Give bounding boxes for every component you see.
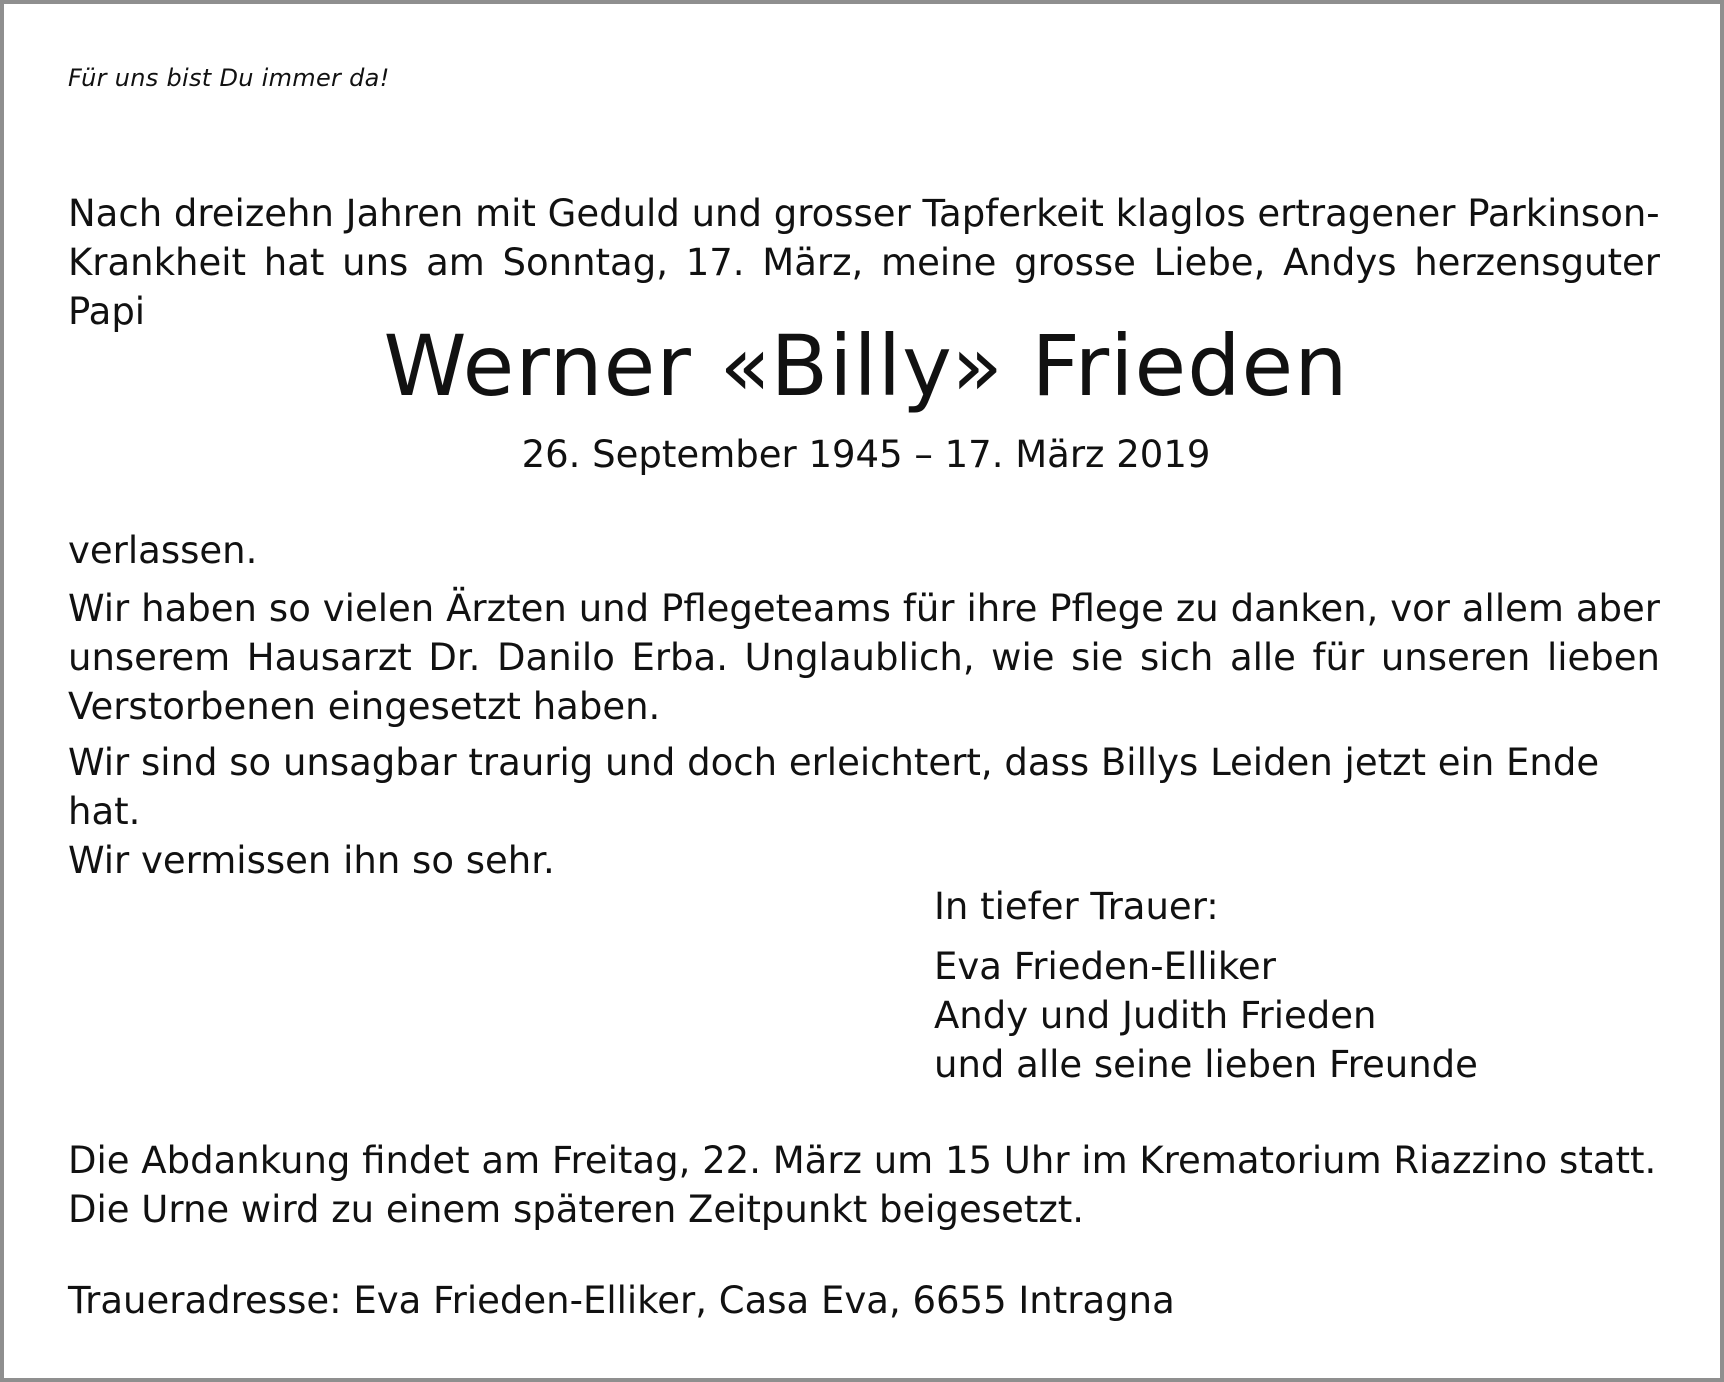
deceased-name: Werner «Billy» Frieden (383, 317, 1349, 415)
mourners-list (934, 942, 1478, 1089)
sorrow-line: Wir sind so unsagbar traurig und doch erleichtert, dass Billys Leiden jetzt ein Ende hat. (68, 741, 1600, 833)
life-dates: 26. September 1945 – 17. März 2019 (521, 433, 1211, 476)
motto: Für uns bist Du immer da! (68, 64, 390, 92)
sorrow-paragraph (68, 738, 1660, 885)
intro-line: Krankheit hat uns am Sonntag, 17. März, meine grosse Liebe, Andys herzensguter Papi (68, 241, 1660, 333)
mourning-address: Traueradresse: Eva Frieden-Elliker, Casa Eva, 6655 Intragna (68, 1279, 1175, 1322)
intro-line: Nach dreizehn Jahren mit Geduld und grosser Tapferkeit klaglos ertragener Parkinson- (68, 192, 1660, 235)
service-paragraph (68, 1136, 1660, 1234)
mourner-name: Andy und Judith Frieden (934, 994, 1377, 1037)
sorrow-line: Wir vermissen ihn so sehr. (68, 839, 555, 882)
verlassen-text: verlassen. (68, 529, 258, 572)
intro-paragraph (68, 189, 1660, 336)
service-line: Die Abdankung findet am Freitag, 22. März um 15 Uhr im Krematorium Riazzino statt. (68, 1139, 1657, 1182)
mourner-name: Eva Frieden-Elliker (934, 945, 1276, 988)
mourner-name: und alle seine lieben Freunde (934, 1043, 1478, 1086)
thanks-paragraph: Wir haben so vielen Ärzten und Pflegeteams für ihre Pflege zu danken, vor allem aber unserem Hausarzt Dr. Danilo Erba. Unglaublich, wie sie sich alle für unseren lieben Verstorbenen eingesetzt haben. (68, 587, 1660, 728)
mourning-heading: In tiefer Trauer: (934, 885, 1219, 928)
service-line: Die Urne wird zu einem späteren Zeitpunkt beigesetzt. (68, 1188, 1085, 1231)
